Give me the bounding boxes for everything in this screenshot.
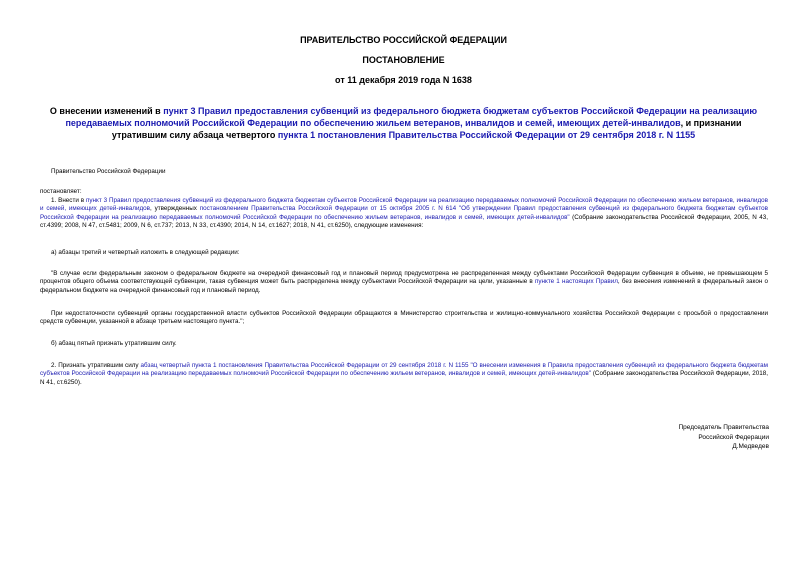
paragraph-2-link-decree-1155[interactable]: абзац четвертый пункта 1 постановления Правительства Российской Федерации от 29 сентября 2018 г. N 1155 <box>140 362 469 369</box>
signature-name: Д.Медведев <box>732 443 769 450</box>
intro-paragraph: Правительство Российской Федерации <box>51 168 166 175</box>
signature-block <box>678 423 769 452</box>
paragraph-1-text-b: , утвержденных <box>150 205 200 213</box>
government-heading: ПРАВИТЕЛЬСТВО РОССИЙСКОЙ ФЕДЕРАЦИИ <box>300 35 507 45</box>
subparagraph-a: а) абзацы третий и четвертый изложить в следующей редакции: <box>51 249 240 256</box>
paragraph-2-text-c: (Собрание законодательства Российской Федерации, 2018, N 41, ст.6250). <box>40 370 768 386</box>
quoted-paragraph-1-text-a: "В случае если федеральным законом о федеральном бюджете на очередной финансовый год и плановый период предусмотрена не распределенная между субъектами Российской Федерации субвенция в объеме, не превышающем 5 процентов общего объема соответствующей субвенции, такая субвенция может быть распределена между субъектами Российской Федерации на цели, указанные в <box>40 270 768 286</box>
title-link-rules-point-3[interactable]: пункт 3 Правил предоставления субвенций из федерального бюджета бюджетам субъектов Российской Федерации на реализацию передаваемых полномочий Российской Федерации по обеспечению жильем ветеранов, инвалидов и семей, имеющих детей-инвалидов <box>65 106 758 128</box>
quoted-paragraph-2: При недостаточности субвенций органы государственной власти субъектов Российской Федерации обращаются в Министерство строительства и жилищно-коммунального хозяйства Российской Федерации с просьбой о предоставлении средств субвенции, указанной в абзаце третьем настоящего пункта."; <box>40 310 768 326</box>
decrees-paragraph: постановляет: <box>40 188 82 195</box>
paragraph-2-link-amendment-title[interactable]: "О внесении изменения в Правила предоставления субвенций из федерального бюджета бюджетам субъектов Российской Федерации на реализацию передаваемых полномочий Российской Федерации по обеспечению жильем ветеранов, инвалидов и семей, имеющих детей-инвалидов" <box>40 362 769 378</box>
paragraph-1-link-rules[interactable]: пункт 3 Правил предоставления субвенций из федерального бюджета бюджетам субъектов Российской Федерации на реализацию передаваемых полномочий Российской Федерации по обеспечению жильем ветеранов, инвалидов и семей, имеющих детей-инвалидов <box>40 197 768 213</box>
paragraph-1 <box>40 197 768 230</box>
quoted-paragraph-1-text-b: , без внесения изменений в федеральный закон о федеральном бюджете на очередной финансовый год и плановый период. <box>40 278 768 294</box>
document-date-number: от 11 декабря 2019 года N 1638 <box>335 75 472 85</box>
paragraph-1-text-a: 1. Внести в <box>51 197 86 204</box>
title-text-2: , и признании утратившим силу абзаца четвертого <box>111 118 742 140</box>
document-title <box>40 105 767 141</box>
paragraph-1-text-c: (Собрание законодательства Российской Федерации, 2005, N 43, ст.4399; 2008, N 47, ст.5481; 2009, N 6, ст.737; 2013, N 33, ст.4390; 2014, N 14, ст.1627; 2018, N 41, ст.6250), следующие изменения: <box>40 213 768 229</box>
quoted-paragraph-1-link-point-1[interactable]: пункте 1 настоящих Правил <box>534 278 618 286</box>
paragraph-2 <box>40 362 768 387</box>
paragraph-2-text-a: 2. Признать утратившим силу <box>51 362 141 369</box>
signature-organization: Российской Федерации <box>698 433 769 441</box>
document-type-heading: ПОСТАНОВЛЕНИЕ <box>362 55 445 65</box>
signature-position: Председатель Правительства <box>678 424 769 431</box>
paragraph-1-link-decree-614[interactable]: постановлением Правительства Российской Федерации от 15 октября 2005 г. N 614 "Об утверждении Правил предоставления субвенций из федерального бюджета бюджетам субъектов Российской Федерации на реализацию передаваемых полномочий Российской Федерации по обеспечению жильем ветеранов, инвалидов и семей, имеющих детей-инвалидов" <box>40 205 769 221</box>
title-text-1: О внесении изменений в <box>49 106 164 116</box>
title-link-decree-1155[interactable]: пункта 1 постановления Правительства Российской Федерации от 29 сентября 2018 г. N 1155 <box>277 130 696 140</box>
subparagraph-b: б) абзац пятый признать утратившим силу. <box>51 340 177 347</box>
quoted-paragraph-1 <box>40 270 768 295</box>
